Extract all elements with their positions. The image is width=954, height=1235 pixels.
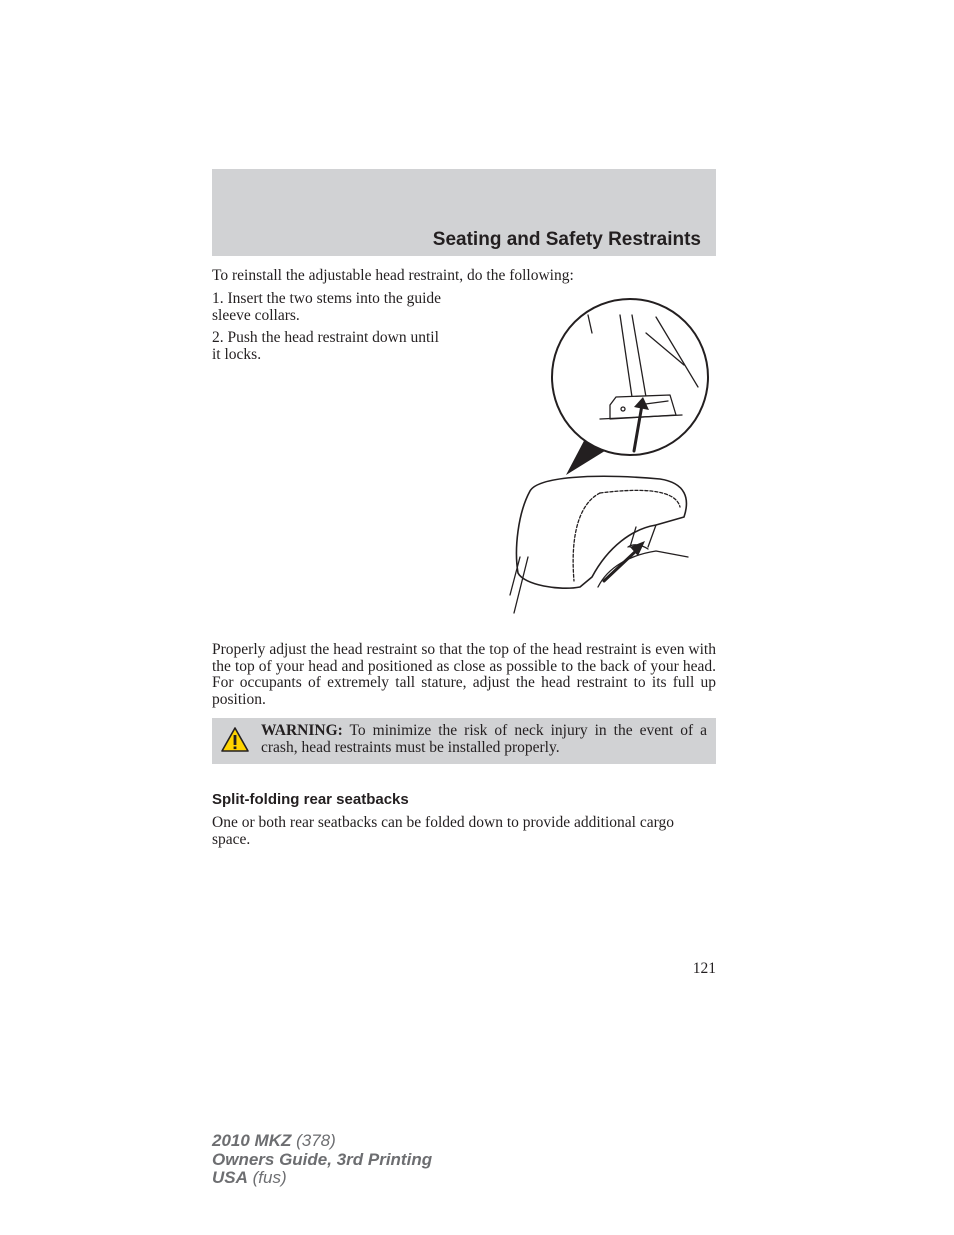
footer-line-2: Owners Guide, 3rd Printing: [212, 1149, 433, 1169]
warning-text: [261, 723, 707, 756]
warning-box: [212, 718, 716, 764]
warning-label: WARNING:: [261, 722, 343, 739]
section-title: Seating and Safety Restraints: [432, 229, 701, 250]
footer-market: USA: [212, 1168, 248, 1187]
step-1-text: 1. Insert the two stems into the guide sleeve collars.: [212, 290, 442, 324]
intro-text: To reinstall the adjustable head restraint, do the following:: [212, 267, 574, 284]
warning-body: To minimize the risk of neck injury in the event of a crash, head restraints must be installed properly.: [261, 722, 707, 756]
document-footer: [212, 1132, 432, 1188]
footer-line-1: [212, 1132, 432, 1151]
warning-triangle-icon: [220, 726, 250, 753]
head-restraint-illustration: [500, 295, 716, 620]
section-text: One or both rear seatbacks can be folded down to provide additional cargo space.: [212, 814, 674, 848]
section-heading: Split-folding rear seatbacks: [212, 791, 409, 808]
footer-line-3: [212, 1169, 432, 1188]
step-2-text: 2. Push the head restraint down until it locks.: [212, 329, 439, 363]
section-header-band: [212, 169, 716, 256]
page-number: 121: [692, 960, 716, 977]
footer-market-code: (fus): [252, 1168, 287, 1187]
footer-code: (378): [296, 1131, 336, 1150]
adjust-paragraph: Properly adjust the head restraint so that the top of the head restraint is even with the top of your head and positioned as close as possible to the back of your head. For occupants of extremely tall stature, adjust the head restraint to its full up position.: [212, 641, 716, 708]
footer-model: 2010 MKZ: [212, 1131, 292, 1150]
